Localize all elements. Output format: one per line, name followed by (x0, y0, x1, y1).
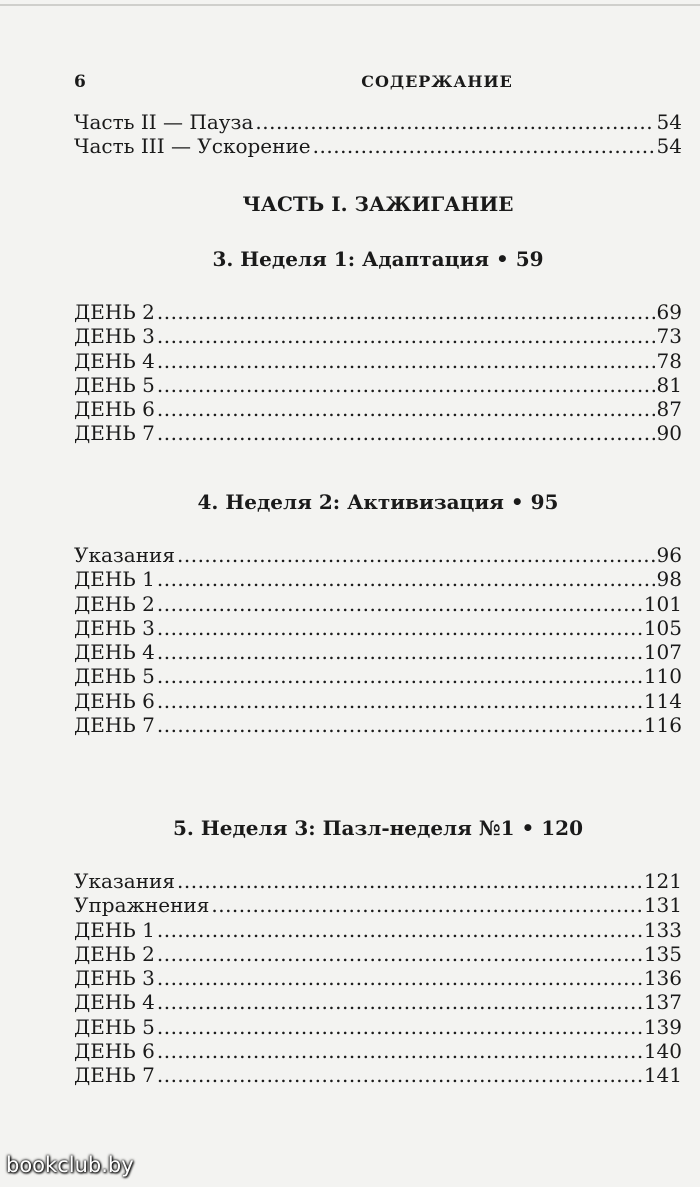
leader-dots (157, 664, 642, 688)
leader-dots (157, 689, 642, 713)
leader-dots (157, 990, 642, 1014)
toc-entry-title: ДЕНЬ 7 (74, 421, 155, 446)
toc-entry-title: ДЕНЬ 1 (74, 567, 155, 592)
toc-entry-title: ДЕНЬ 3 (74, 324, 155, 349)
toc-entry-page: 140 (643, 1039, 682, 1064)
toc-entry-title: ДЕНЬ 2 (74, 300, 155, 324)
toc-entry-title: ДЕНЬ 5 (74, 1014, 155, 1039)
toc-entry-title: ДЕНЬ 6 (74, 688, 155, 713)
toc-entry-title: ДЕНЬ 2 (74, 591, 155, 616)
toc-entry (74, 300, 682, 324)
section-entries (74, 869, 682, 1088)
leader-dots (157, 592, 642, 616)
toc-entry-page: 139 (643, 1014, 682, 1039)
toc-entry-title: ДЕНЬ 3 (74, 966, 155, 991)
toc-entry-page: 131 (643, 893, 682, 918)
toc-entry (74, 592, 682, 616)
leader-dots (157, 918, 642, 942)
leader-dots (157, 300, 655, 324)
toc-entry (74, 869, 682, 893)
leader-dots (177, 543, 655, 567)
leader-dots (157, 421, 655, 445)
toc-entry-page: 135 (643, 941, 682, 966)
page-header (74, 72, 680, 98)
toc-entry-title: ДЕНЬ 6 (74, 397, 155, 422)
toc-entry (74, 1039, 682, 1063)
leader-dots (157, 616, 642, 640)
leader-dots (211, 893, 641, 917)
toc-entry-page: 110 (643, 664, 682, 689)
toc-entry-title: ДЕНЬ 5 (74, 664, 155, 689)
toc-entry (74, 1063, 682, 1087)
site-watermark: bookclub.by (6, 1153, 134, 1177)
toc-entry-page: 107 (643, 640, 682, 665)
toc-entry-title: Указания (74, 543, 175, 567)
toc-entry (74, 543, 682, 567)
running-title: СОДЕРЖАНИЕ (361, 72, 513, 91)
toc-entry-page: 54 (656, 134, 682, 159)
toc-entry (74, 1015, 682, 1039)
section-heading: 4. Неделя 2: Активизация • 95 (197, 490, 559, 514)
leader-dots (157, 373, 655, 397)
leader-dots (255, 110, 654, 134)
toc-entry-page: 114 (643, 688, 682, 713)
leader-dots (157, 713, 642, 737)
toc-entry (74, 893, 682, 917)
toc-entry (74, 942, 682, 966)
toc-entry-title: Часть III — Ускорение (74, 134, 311, 159)
section-heading: 5. Неделя 3: Пазл-неделя №1 • 120 (173, 816, 583, 840)
leader-dots (157, 966, 642, 990)
toc-entry (74, 689, 682, 713)
toc-entry-page: 90 (656, 421, 682, 446)
toc-entry (74, 110, 682, 134)
section-entries (74, 543, 682, 737)
toc-entry (74, 134, 682, 158)
toc-entry-page: 133 (643, 917, 682, 942)
toc-entry-title: ДЕНЬ 5 (74, 372, 155, 397)
toc-entry (74, 349, 682, 373)
toc-entry-title: ДЕНЬ 3 (74, 615, 155, 640)
toc-entry-page: 136 (643, 966, 682, 991)
toc-entry (74, 713, 682, 737)
toc-entry-title: ДЕНЬ 4 (74, 990, 155, 1015)
part-heading: ЧАСТЬ I. ЗАЖИГАНИЕ (242, 192, 514, 216)
toc-entry (74, 990, 682, 1014)
leader-dots (157, 1063, 642, 1087)
toc-entry-page: 54 (656, 110, 682, 134)
toc-entry-page: 96 (656, 543, 682, 567)
toc-entry (74, 966, 682, 990)
toc-entry-title: ДЕНЬ 4 (74, 640, 155, 665)
leader-dots (157, 942, 642, 966)
toc-entry-title: ДЕНЬ 6 (74, 1039, 155, 1064)
toc-entry (74, 373, 682, 397)
toc-entry-page: 116 (643, 713, 682, 738)
leader-dots (157, 397, 655, 421)
toc-entry-title: ДЕНЬ 7 (74, 1063, 155, 1088)
section-entries (74, 300, 682, 446)
toc-entry-title: Упражнения (74, 893, 210, 918)
toc-entry-title: ДЕНЬ 2 (74, 941, 155, 966)
leader-dots (157, 1039, 642, 1063)
toc-entry (74, 567, 682, 591)
leader-dots (157, 1015, 642, 1039)
toc-entry-page: 73 (656, 324, 682, 349)
toc-entry-page: 137 (643, 990, 682, 1015)
toc-entry (74, 918, 682, 942)
leader-dots (313, 134, 655, 158)
toc-entry-page: 87 (656, 397, 682, 422)
toc-entry (74, 664, 682, 688)
page-top-edge (0, 4, 700, 6)
toc-entry-title: ДЕНЬ 1 (74, 917, 155, 942)
toc-entry (74, 421, 682, 445)
toc-entry-title: ДЕНЬ 7 (74, 713, 155, 738)
toc-entry-page: 141 (643, 1063, 682, 1088)
section-heading: 3. Неделя 1: Адаптация • 59 (212, 247, 544, 271)
toc-entry (74, 640, 682, 664)
leader-dots (177, 869, 642, 893)
toc-entry-page: 69 (656, 300, 682, 324)
leader-dots (157, 349, 655, 373)
page-number: 6 (74, 72, 86, 92)
toc-entry-title: Часть II — Пауза (74, 110, 254, 134)
toc-entry (74, 397, 682, 421)
toc-entry (74, 616, 682, 640)
toc-entry-page: 121 (643, 869, 682, 893)
leader-dots (157, 324, 655, 348)
leader-dots (157, 640, 642, 664)
toc-entry-page: 81 (656, 372, 682, 397)
toc-entry-page: 98 (656, 567, 682, 592)
toc-entry-page: 101 (643, 591, 682, 616)
leader-dots (157, 567, 655, 591)
toc-entry-title: ДЕНЬ 4 (74, 348, 155, 373)
toc-entry (74, 324, 682, 348)
toc-entry-page: 105 (643, 615, 682, 640)
toc-entry-title: Указания (74, 869, 175, 893)
toc-top-list (74, 110, 682, 159)
toc-entry-page: 78 (656, 348, 682, 373)
